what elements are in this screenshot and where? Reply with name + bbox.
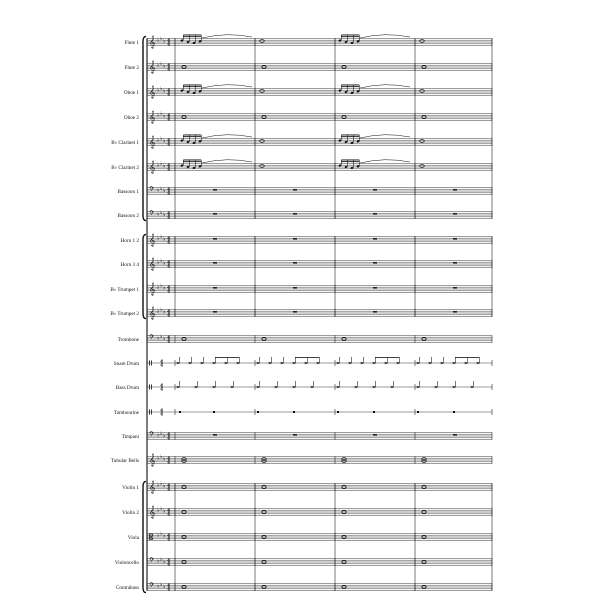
whole-rest (213, 262, 217, 263)
flat-sign: ♭ (163, 508, 166, 515)
staff-vn2 (147, 505, 492, 518)
staves (143, 35, 492, 592)
flat-sign: ♭ (163, 533, 166, 540)
flat-sign: ♭ (163, 138, 166, 145)
whole-rest (453, 311, 457, 312)
instrument-label: Violoncello (114, 559, 139, 566)
beam (295, 357, 319, 358)
bass-clef: 𝄢 (149, 430, 155, 440)
instrument-label: Violin 2 (122, 509, 139, 516)
instrument-label: Flute 1 (124, 39, 139, 46)
flat-sign: ♭ (157, 137, 160, 144)
treble-clef: 𝄞 (149, 453, 156, 467)
percussion-clef (149, 384, 150, 389)
time-signature-numerator: 4 (167, 88, 171, 94)
rest-mark (373, 411, 375, 413)
flat-sign: ♭ (160, 531, 163, 538)
rest-mark (179, 411, 181, 413)
whole-rest (213, 189, 217, 190)
treble-clef: 𝄞 (149, 306, 156, 320)
staff-bells (147, 453, 492, 466)
flat-sign: ♭ (160, 307, 163, 314)
flat-sign: ♭ (157, 235, 160, 242)
percussion-clef (151, 360, 152, 365)
flat-sign: ♭ (157, 62, 160, 69)
whole-rest (373, 311, 377, 312)
time-signature-denominator: 4 (167, 264, 171, 270)
beam (183, 160, 201, 161)
flat-sign: ♭ (163, 212, 166, 219)
time-signature-numerator: 4 (167, 163, 171, 169)
flat-sign: ♭ (160, 506, 163, 513)
time-signature-denominator: 4 (160, 412, 164, 418)
percussion-clef (151, 409, 152, 414)
flat-sign: ♭ (163, 188, 166, 195)
instrument-label: Horn 3 4 (120, 261, 139, 268)
flat-sign: ♭ (157, 558, 160, 565)
whole-rest (373, 189, 377, 190)
whole-rest (293, 213, 297, 214)
treble-clef: 𝄞 (149, 160, 156, 174)
beam (183, 136, 201, 137)
whole-rest (293, 434, 297, 435)
instrument-label: Tubular Bells (110, 457, 139, 464)
instrument-label: B♭ Clarinet 1 (111, 139, 139, 146)
treble-clef: 𝄞 (149, 85, 156, 99)
time-signature-numerator: 4 (167, 38, 171, 44)
flat-sign: ♭ (163, 336, 166, 343)
time-signature-denominator: 4 (160, 363, 164, 369)
beam (183, 161, 201, 162)
instrument-label: Flute 2 (124, 64, 139, 71)
rest-mark (213, 411, 215, 413)
staff-vla (147, 531, 492, 542)
staff-bsn1 (147, 185, 492, 196)
tie (360, 85, 410, 88)
tie (360, 35, 410, 38)
flat-sign: ♭ (163, 433, 166, 440)
time-signature-numerator: 4 (167, 508, 171, 514)
tie (202, 85, 252, 88)
time-signature-denominator: 4 (167, 460, 171, 466)
whole-rest (293, 262, 297, 263)
instrument-labels (110, 40, 139, 591)
flat-sign: ♭ (163, 63, 166, 70)
time-signature-denominator: 4 (167, 487, 171, 493)
flat-sign: ♭ (157, 583, 160, 590)
bass-clef: 𝄢 (149, 556, 155, 566)
flat-sign: ♭ (157, 259, 160, 266)
bracket (143, 234, 146, 318)
rest-mark (453, 411, 455, 413)
time-signature-numerator: 4 (160, 408, 164, 414)
time-signature-numerator: 4 (167, 456, 171, 462)
staff-tamb (147, 408, 492, 418)
instrument-label: Bass Drum (115, 384, 139, 391)
time-signature-denominator: 4 (167, 313, 171, 319)
treble-clef: 𝄞 (149, 282, 156, 296)
treble-clef: 𝄞 (149, 233, 156, 247)
staff-bsn2 (147, 209, 492, 220)
flat-sign: ♭ (160, 136, 163, 143)
instrument-label: B♭ Trumpet 2 (110, 310, 139, 317)
beam (183, 85, 201, 86)
staff-timp (147, 430, 492, 441)
instrument-label: Oboe 1 (123, 89, 139, 96)
whole-rest (293, 311, 297, 312)
time-signature-denominator: 4 (167, 289, 171, 295)
treble-clef: 𝄞 (149, 505, 156, 519)
flat-sign: ♭ (163, 309, 166, 316)
flat-sign: ♭ (160, 556, 163, 563)
time-signature-numerator: 4 (167, 309, 171, 315)
time-signature-numerator: 4 (167, 236, 171, 242)
flat-sign: ♭ (160, 161, 163, 168)
beam (183, 35, 201, 36)
staff-hn34 (147, 257, 492, 270)
instrument-label: Viola (127, 534, 139, 541)
time-signature-denominator: 4 (160, 387, 164, 393)
whole-rest (453, 287, 457, 288)
flat-sign: ♭ (163, 285, 166, 292)
time-signature-denominator: 4 (167, 67, 171, 73)
time-signature-denominator: 4 (167, 142, 171, 148)
flat-sign: ♭ (160, 36, 163, 43)
time-signature-numerator: 4 (167, 483, 171, 489)
flat-sign: ♭ (163, 163, 166, 170)
tie (202, 35, 252, 38)
treble-clef: 𝄞 (149, 35, 156, 49)
instrument-label: Horn 1 2 (120, 237, 139, 244)
flat-sign: ♭ (160, 86, 163, 93)
beam (183, 86, 201, 87)
tie (202, 160, 252, 163)
staff-tbn (147, 333, 492, 344)
beam (375, 357, 399, 358)
flat-sign: ♭ (160, 430, 163, 437)
whole-rest (213, 238, 217, 239)
staff-oboe2 (147, 110, 492, 123)
whole-rest (453, 189, 457, 190)
flat-sign: ♭ (160, 581, 163, 588)
flat-sign: ♭ (157, 284, 160, 291)
flat-sign: ♭ (160, 454, 163, 461)
treble-clef: 𝄞 (149, 480, 156, 494)
percussion-clef (151, 384, 152, 389)
flat-sign: ♭ (160, 283, 163, 290)
beam (455, 357, 479, 358)
time-signature-denominator: 4 (167, 191, 171, 197)
staff-tpt2 (147, 306, 492, 319)
flat-sign: ♭ (163, 584, 166, 591)
time-signature-denominator: 4 (167, 587, 171, 593)
time-signature-denominator: 4 (167, 117, 171, 123)
time-signature-numerator: 4 (167, 187, 171, 193)
whole-rest (213, 287, 217, 288)
instrument-label: Bassoon 2 (117, 212, 139, 219)
bass-clef: 𝄢 (149, 209, 155, 219)
flat-sign: ♭ (160, 61, 163, 68)
staff-bass (147, 383, 492, 393)
flat-sign: ♭ (157, 162, 160, 169)
rest-mark (417, 411, 419, 413)
alto-clef: 𝄡 (149, 533, 154, 542)
flat-sign: ♭ (157, 455, 160, 462)
flat-sign: ♭ (163, 559, 166, 566)
time-signature-denominator: 4 (167, 92, 171, 98)
whole-rest (453, 262, 457, 263)
time-signature-numerator: 4 (167, 211, 171, 217)
time-signature-denominator: 4 (167, 240, 171, 246)
whole-rest (373, 262, 377, 263)
flat-sign: ♭ (163, 483, 166, 490)
beam (341, 135, 359, 136)
time-signature-denominator: 4 (167, 436, 171, 442)
instrument-label: Oboe 2 (123, 114, 139, 121)
whole-rest (293, 238, 297, 239)
whole-rest (293, 189, 297, 190)
flat-sign: ♭ (160, 234, 163, 241)
flat-sign: ♭ (157, 211, 160, 218)
time-signature-numerator: 4 (167, 138, 171, 144)
tie (202, 135, 252, 138)
bass-clef: 𝄢 (149, 333, 155, 343)
rest-mark (293, 411, 295, 413)
bass-clef: 𝄢 (149, 185, 155, 195)
bass-clef: 𝄢 (149, 581, 155, 591)
beam (215, 357, 239, 358)
flat-sign: ♭ (157, 308, 160, 315)
rest-mark (337, 411, 339, 413)
beam (341, 161, 359, 162)
time-signature-numerator: 4 (167, 558, 171, 564)
flat-sign: ♭ (163, 113, 166, 120)
whole-rest (373, 434, 377, 435)
percussion-clef (149, 409, 150, 414)
time-signature-numerator: 4 (160, 359, 164, 365)
beam (341, 85, 359, 86)
whole-rest (373, 213, 377, 214)
flat-sign: ♭ (157, 112, 160, 119)
flat-sign: ♭ (157, 482, 160, 489)
beam (183, 135, 201, 136)
flat-sign: ♭ (160, 258, 163, 265)
beam (183, 36, 201, 37)
flat-sign: ♭ (157, 37, 160, 44)
time-signature-denominator: 4 (167, 512, 171, 518)
whole-rest (453, 213, 457, 214)
whole-rest (293, 287, 297, 288)
staff-flute2 (147, 60, 492, 73)
whole-rest (453, 238, 457, 239)
whole-rest (213, 213, 217, 214)
time-signature-numerator: 4 (167, 432, 171, 438)
time-signature-denominator: 4 (167, 537, 171, 543)
time-signature-numerator: 4 (167, 285, 171, 291)
whole-rest (213, 311, 217, 312)
time-signature-denominator: 4 (167, 215, 171, 221)
beam (341, 136, 359, 137)
time-signature-numerator: 4 (167, 113, 171, 119)
instrument-label: B♭ Trumpet 1 (110, 286, 139, 293)
flat-sign: ♭ (160, 333, 163, 340)
time-signature-numerator: 4 (167, 335, 171, 341)
flat-sign: ♭ (157, 507, 160, 514)
time-signature-denominator: 4 (167, 167, 171, 173)
flat-sign: ♭ (163, 88, 166, 95)
time-signature-numerator: 4 (167, 63, 171, 69)
treble-clef: 𝄞 (149, 60, 156, 74)
time-signature-denominator: 4 (167, 42, 171, 48)
bracket (143, 481, 146, 592)
flat-sign: ♭ (160, 185, 163, 192)
beam (341, 36, 359, 37)
staff-vn1 (147, 480, 492, 493)
instrument-label: Violin 1 (122, 484, 139, 491)
time-signature-numerator: 4 (167, 583, 171, 589)
whole-rest (373, 238, 377, 239)
instrument-label: Snare Drum (113, 360, 139, 367)
staff-hn12 (147, 233, 492, 246)
flat-sign: ♭ (157, 187, 160, 194)
instrument-label: B♭ Clarinet 2 (111, 164, 139, 171)
treble-clef: 𝄞 (149, 135, 156, 149)
flat-sign: ♭ (160, 481, 163, 488)
flat-sign: ♭ (157, 335, 160, 342)
instrument-label: Bassoon 1 (117, 188, 139, 195)
beam (341, 160, 359, 161)
flat-sign: ♭ (163, 456, 166, 463)
staff-tpt1 (147, 282, 492, 295)
flat-sign: ♭ (157, 87, 160, 94)
beam (341, 35, 359, 36)
flat-sign: ♭ (157, 432, 160, 439)
staff-vc (147, 556, 492, 567)
instrument-label: Timpani (121, 433, 139, 440)
tie (360, 160, 410, 163)
whole-rest (453, 434, 457, 435)
time-signature-numerator: 4 (167, 260, 171, 266)
instrument-label: Trombone (117, 336, 139, 343)
bracket (143, 36, 146, 220)
treble-clef: 𝄞 (149, 257, 156, 271)
flat-sign: ♭ (160, 209, 163, 216)
time-signature-numerator: 4 (167, 533, 171, 539)
time-signature-denominator: 4 (167, 562, 171, 568)
instrument-label: Tambourine (114, 409, 139, 416)
treble-clef: 𝄞 (149, 110, 156, 124)
whole-rest (213, 434, 217, 435)
flat-sign: ♭ (160, 111, 163, 118)
time-signature-denominator: 4 (167, 339, 171, 345)
flat-sign: ♭ (163, 38, 166, 45)
flat-sign: ♭ (163, 236, 166, 243)
time-signature-numerator: 4 (160, 383, 164, 389)
percussion-clef (149, 360, 150, 365)
whole-rest (373, 287, 377, 288)
instrument-label: Contrabass (115, 584, 139, 591)
tie (360, 135, 410, 138)
flat-sign: ♭ (163, 260, 166, 267)
rest-mark (257, 411, 259, 413)
beam (341, 86, 359, 87)
music-notation (177, 35, 480, 589)
staff-cb (147, 581, 492, 592)
flat-sign: ♭ (157, 532, 160, 539)
